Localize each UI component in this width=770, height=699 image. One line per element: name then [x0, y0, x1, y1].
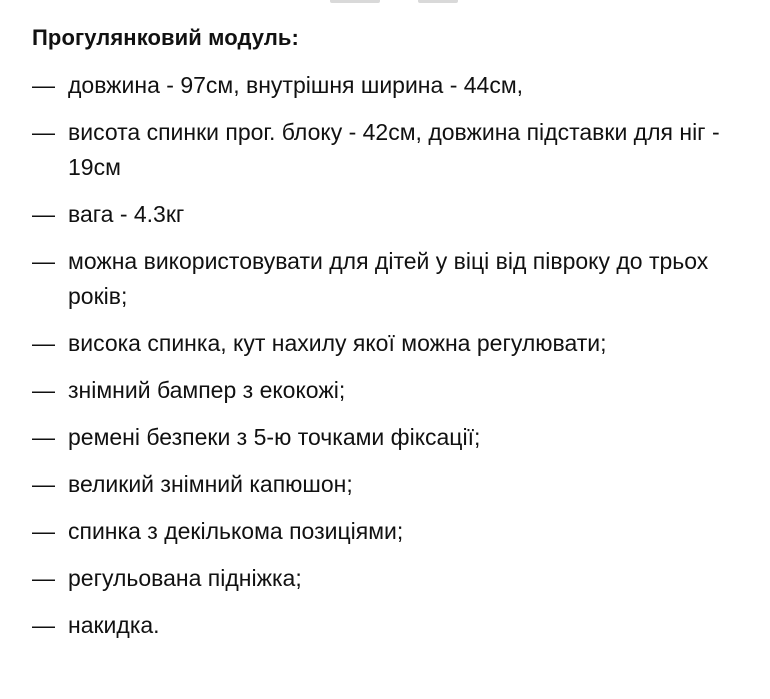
spec-list [32, 68, 752, 643]
list-item [32, 197, 752, 232]
list-item [32, 514, 752, 549]
list-item-text: великий знімний капюшон; [68, 471, 353, 497]
list-item-text: вага - 4.3кг [68, 201, 185, 227]
list-item-text: ремені безпеки з 5-ю точками фіксації; [68, 424, 481, 450]
dash-bullet: — [32, 377, 55, 403]
dash-bullet: — [32, 518, 55, 544]
list-item [32, 608, 752, 643]
dash-bullet: — [32, 612, 55, 638]
dash-bullet: — [32, 565, 55, 591]
dash-bullet: — [32, 72, 55, 98]
list-item [32, 326, 752, 361]
list-item [32, 68, 752, 103]
list-item-text: накидка. [68, 612, 160, 638]
list-item-text: довжина - 97см, внутрішня ширина - 44см, [68, 72, 524, 98]
dash-bullet: — [32, 471, 55, 497]
list-item [32, 467, 752, 502]
list-item-text: знімний бампер з екокожі; [68, 377, 346, 403]
dash-bullet: — [32, 119, 55, 145]
list-item-text: регульована підніжка; [68, 565, 302, 591]
list-item [32, 373, 752, 408]
list-item [32, 115, 752, 185]
list-item [32, 244, 752, 314]
cropped-image-edge [0, 0, 770, 6]
dash-bullet: — [32, 248, 55, 274]
dash-bullet: — [32, 424, 55, 450]
list-item [32, 561, 752, 596]
list-item-text: спинка з декількома позиціями; [68, 518, 404, 544]
list-item [32, 420, 752, 455]
spec-section [32, 22, 752, 655]
dash-bullet: — [32, 201, 55, 227]
dash-bullet: — [32, 330, 55, 356]
list-item-text: висока спинка, кут нахилу якої можна регулювати; [68, 330, 607, 356]
section-heading: Прогулянковий модуль: [32, 25, 299, 50]
list-item-text: можна використовувати для дітей у віці від півроку до трьох років; [68, 248, 709, 309]
list-item-text: висота спинки прог. блоку - 42см, довжина підставки для ніг - 19см [68, 119, 720, 180]
